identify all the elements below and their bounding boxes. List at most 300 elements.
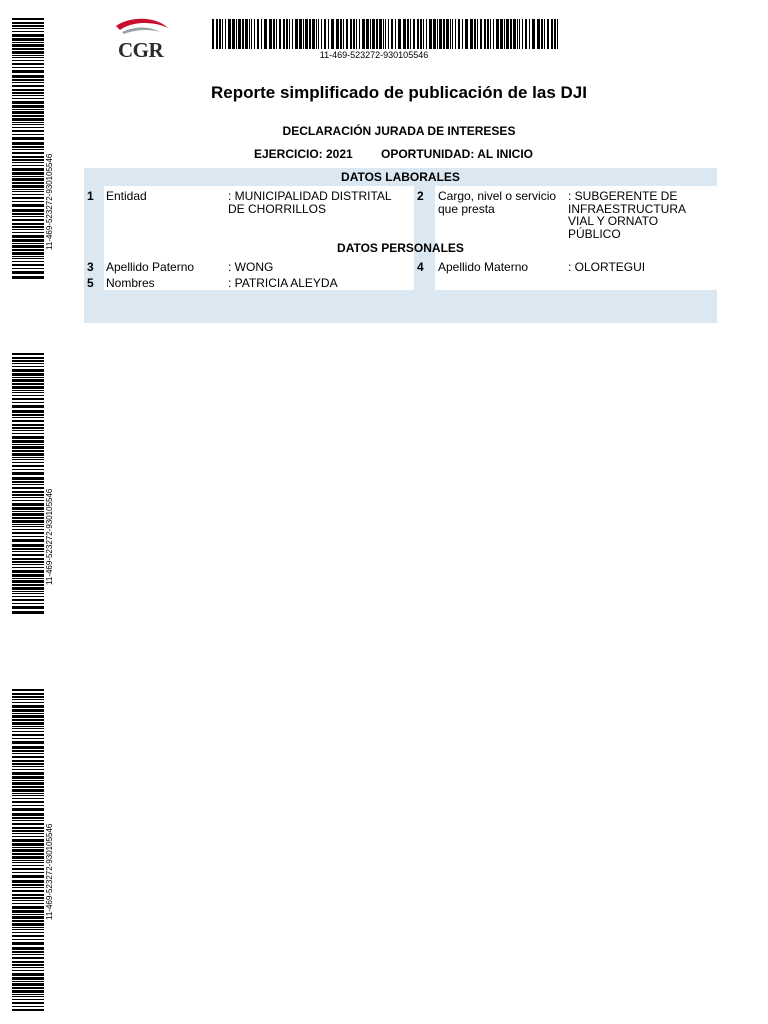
barcode-bar (12, 947, 44, 950)
barcode-bar (420, 19, 422, 49)
barcode-bar (12, 446, 44, 449)
barcode-bar (12, 235, 44, 238)
barcode-bar (12, 923, 44, 926)
barcode-bar (12, 38, 44, 41)
side-barcode-1 (12, 18, 44, 280)
barcode-bar (12, 1002, 44, 1004)
barcode-bar (366, 19, 369, 49)
barcode-bar (12, 987, 44, 989)
barcode-bar (12, 424, 44, 426)
barcode-bar (410, 19, 411, 49)
barcode-bar (12, 847, 44, 848)
barcode-bar (324, 19, 326, 49)
barcode-bar (12, 494, 44, 496)
barcode-bar (359, 19, 360, 49)
barcode-bar (532, 19, 535, 49)
barcode-bar (12, 379, 44, 382)
barcode-bar (12, 444, 44, 445)
barcode-bar (12, 507, 44, 510)
barcode-bar (12, 115, 44, 117)
barcode-bar (12, 862, 44, 863)
side-barcode-code-2: 11-469-523272-930105546 (45, 488, 54, 585)
barcode-bar (336, 19, 339, 49)
barcode-bar (12, 500, 44, 501)
side-barcode-code-3: 11-469-523272-930105546 (45, 823, 54, 920)
barcode-bar (12, 973, 44, 976)
barcode-bar (12, 22, 44, 24)
barcode-bar (12, 954, 44, 955)
barcode-bar (12, 753, 44, 754)
barcode-bar (12, 469, 44, 470)
barcode-bar (303, 19, 304, 49)
barcode-bar (12, 60, 44, 61)
barcode-bar (443, 19, 445, 49)
barcode-bar (269, 19, 272, 49)
barcode-bar (12, 580, 44, 583)
barcode-bar (370, 19, 371, 49)
barcode-bar (12, 353, 44, 355)
barcode-bar (12, 957, 44, 959)
ejercicio-label: EJERCICIO: 2021 (254, 147, 353, 161)
barcode-bar (12, 520, 44, 523)
field-label-apellido-paterno: Apellido Paterno (106, 260, 195, 274)
barcode-bar (12, 999, 44, 1000)
barcode-bar (12, 162, 44, 163)
barcode-bar (12, 798, 44, 799)
barcode-bar (12, 750, 44, 752)
barcode-bar (557, 19, 558, 49)
barcode-bar (517, 19, 518, 49)
barcode-bar (12, 693, 44, 695)
barcode-bar (391, 19, 393, 49)
barcode-bar (12, 894, 44, 896)
barcode-bar (12, 28, 44, 29)
barcode-bar (283, 19, 285, 49)
barcode-bar (12, 596, 44, 597)
barcode-bar (12, 942, 44, 945)
barcode-bar (238, 19, 241, 49)
barcode-bar (12, 584, 44, 586)
barcode-bar (12, 532, 44, 534)
barcode-bar (12, 1006, 44, 1007)
barcode-bar (12, 544, 44, 547)
barcode-bar (395, 19, 396, 49)
barcode-bar (12, 194, 44, 195)
barcode-bar (462, 19, 463, 49)
barcode-bar (12, 574, 44, 577)
barcode-bar (12, 357, 44, 359)
barcode-bar (12, 789, 44, 792)
field-value-apellido-materno: : OLORTEGUI (568, 260, 646, 274)
barcode-bar (12, 109, 44, 110)
barcode-bar (12, 373, 44, 376)
barcode-bar (12, 481, 44, 483)
barcode-bar (12, 567, 44, 568)
barcode-bar (12, 414, 44, 416)
barcode-bar (222, 19, 223, 49)
barcode-bar (12, 417, 44, 418)
barcode-bar (12, 271, 44, 274)
barcode-bar (12, 875, 44, 878)
barcode-bar (12, 970, 44, 971)
barcode-bar (12, 249, 44, 251)
barcode-bar (245, 19, 248, 49)
barcode-bar (12, 853, 44, 855)
barcode-bar (12, 884, 44, 886)
barcode-bar (12, 427, 44, 429)
barcode-bar (519, 19, 520, 49)
barcode-bar (12, 245, 44, 248)
section-header-personales: DATOS PERSONALES (337, 241, 464, 255)
barcode-bar (12, 849, 44, 852)
barcode-bar (12, 63, 44, 65)
barcode-bar (12, 776, 44, 779)
barcode-bar (12, 766, 44, 767)
barcode-bar (12, 243, 44, 244)
barcode-bar (12, 696, 44, 698)
barcode-bar (257, 19, 259, 49)
barcode-bar (12, 981, 44, 982)
barcode-bar (12, 880, 44, 883)
barcode-bar (423, 19, 424, 49)
barcode-bar (242, 19, 244, 49)
barcode-bar (12, 67, 44, 68)
barcode-bar (12, 436, 44, 439)
barcode-bar (225, 19, 226, 49)
barcode-bar (529, 19, 530, 49)
barcode-bar (426, 19, 427, 49)
barcode-bar (407, 19, 409, 49)
barcode-bar (12, 25, 44, 27)
barcode-bar (305, 19, 308, 49)
declaration-table (84, 168, 717, 323)
barcode-bar (12, 264, 44, 266)
barcode-bar (12, 786, 44, 788)
document-subtitle: DECLARACIÓN JURADA DE INTERESES (282, 124, 516, 138)
barcode-bar (312, 19, 315, 49)
barcode-bar (350, 19, 352, 49)
barcode-bar (12, 497, 44, 498)
barcode-bar (12, 722, 44, 725)
barcode-bar (12, 229, 44, 230)
barcode-bar (12, 932, 44, 933)
barcode-bar (12, 213, 44, 215)
barcode-bar (236, 19, 237, 49)
barcode-bar (12, 897, 44, 899)
barcode-bar (12, 513, 44, 516)
barcode-bar (12, 570, 44, 573)
barcode-bar (383, 19, 384, 49)
barcode-bar (547, 19, 549, 49)
barcode-bar (433, 19, 436, 49)
barcode-bar (12, 75, 44, 78)
field-value-cargo: : SUBGERENTE DE INFRAESTRUCTURA VIAL Y ORNATO PÚBLICO (568, 189, 686, 241)
barcode-bar (12, 392, 44, 393)
barcode-bar (12, 79, 44, 81)
barcode-bar (12, 920, 44, 922)
barcode-bar (465, 19, 468, 49)
barcode-bar (12, 782, 44, 785)
barcode-bar (12, 856, 44, 859)
barcode-bar (12, 539, 44, 542)
barcode-bar (12, 890, 44, 892)
barcode-bar (12, 146, 44, 148)
barcode-bar (12, 457, 44, 458)
barcode-bar (12, 204, 44, 207)
barcode-bar (480, 19, 482, 49)
barcode-bar (474, 19, 476, 49)
barcode-bar (12, 420, 44, 422)
barcode-bar (12, 487, 44, 489)
barcode-bar (413, 19, 415, 49)
top-barcode-code: 11-469-523272-930105546 (319, 50, 429, 60)
barcode-bar (12, 551, 44, 552)
barcode-bar (12, 554, 44, 556)
barcode-bar (388, 19, 389, 49)
field-number-4: 4 (417, 260, 424, 274)
barcode-bar (12, 440, 44, 443)
barcode-bar (12, 830, 44, 832)
barcode-bar (12, 548, 44, 550)
barcode-bar (12, 165, 44, 166)
barcode-bar (12, 709, 44, 712)
field-label-nombres: Nombres (106, 276, 155, 290)
barcode-bar (12, 603, 44, 604)
barcode-bar (12, 805, 44, 806)
barcode-bar (12, 430, 44, 431)
barcode-bar (12, 118, 44, 121)
barcode-bar (12, 994, 44, 995)
barcode-bar (12, 402, 44, 403)
barcode-bar (12, 142, 44, 145)
barcode-bar (12, 887, 44, 888)
barcode-bar (541, 19, 543, 49)
side-barcode-2 (12, 353, 44, 615)
barcode-bar (544, 19, 545, 49)
barcode-bar (12, 1009, 44, 1011)
field-number-5: 5 (87, 276, 94, 290)
page-title: Reporte simplificado de publicación de las DJI (211, 83, 587, 102)
field-number-1: 1 (87, 189, 94, 203)
barcode-bar (12, 795, 44, 796)
barcode-bar (340, 19, 342, 49)
barcode-bar (12, 746, 44, 749)
barcode-bar (12, 689, 44, 691)
barcode-bar (12, 726, 44, 727)
barcode-bar (398, 19, 401, 49)
barcode-bar (331, 19, 334, 49)
barcode-bar (12, 927, 44, 928)
barcode-bar (12, 865, 44, 866)
barcode-bar (12, 719, 44, 721)
barcode-bar (12, 42, 44, 43)
barcode-bar (437, 19, 438, 49)
barcode-bar (12, 176, 44, 177)
barcode-bar (12, 756, 44, 758)
barcode-bar (12, 599, 44, 601)
barcode-bar (12, 366, 44, 367)
barcode-bar (343, 19, 344, 49)
barcode-bar (299, 19, 302, 49)
barcode-bar (372, 19, 375, 49)
barcode-bar (254, 19, 255, 49)
barcode-bar (12, 872, 44, 873)
barcode-bar (12, 587, 44, 590)
barcode-bar (12, 713, 44, 714)
barcode-bar (12, 702, 44, 703)
logo-text: CGR (118, 38, 164, 62)
barcode-bar (318, 19, 319, 49)
barcode-bar (379, 19, 382, 49)
barcode-bar (12, 55, 44, 56)
barcode-bar (12, 232, 44, 233)
field-label-entidad: Entidad (106, 189, 147, 203)
barcode-bar (12, 51, 44, 54)
barcode-bar (12, 939, 44, 940)
barcode-bar (12, 578, 44, 579)
barcode-bar (554, 19, 556, 49)
barcode-bar (12, 843, 44, 846)
barcode-bar (12, 31, 44, 32)
barcode-bar (12, 34, 44, 37)
barcode-bar (12, 223, 44, 225)
barcode-bar (292, 19, 293, 49)
barcode-bar (12, 472, 44, 475)
barcode-bar (232, 19, 235, 49)
barcode-bar (12, 524, 44, 525)
barcode-bar (12, 189, 44, 190)
barcode-bar (12, 465, 44, 467)
barcode-bar (12, 967, 44, 968)
barcode-bar (12, 935, 44, 937)
barcode-bar (12, 738, 44, 739)
barcode-bar (12, 772, 44, 775)
barcode-bar (12, 561, 44, 563)
barcode-bar (477, 19, 478, 49)
barcode-bar (12, 477, 44, 480)
barcode-bar (12, 450, 44, 452)
barcode-bar (12, 827, 44, 829)
barcode-bar (12, 741, 44, 744)
barcode-bar (12, 369, 44, 372)
barcode-bar (450, 19, 451, 49)
barcode-bar (12, 152, 44, 154)
barcode-bar (12, 168, 44, 171)
barcode-bar (12, 462, 44, 463)
barcode-bar (12, 258, 44, 259)
barcode-bar (12, 906, 44, 909)
barcode-bar (429, 19, 432, 49)
barcode-bar (12, 503, 44, 506)
barcode-bar (12, 410, 44, 413)
barcode-bar (12, 731, 44, 732)
barcode-bar (12, 459, 44, 460)
barcode-bar (346, 19, 348, 49)
barcode-bar (12, 705, 44, 708)
barcode-bar (261, 19, 262, 49)
barcode-bar (12, 256, 44, 257)
top-barcode (212, 19, 558, 49)
barcode-bar (328, 19, 329, 49)
barcode-bar (12, 780, 44, 781)
barcode-bar (537, 19, 540, 49)
barcode-bar (12, 219, 44, 221)
barcode-bar (12, 860, 44, 861)
barcode-bar (12, 156, 44, 158)
barcode-bar (12, 182, 44, 184)
barcode-bar (212, 19, 214, 49)
barcode-bar (470, 19, 473, 49)
barcode-bar (12, 517, 44, 519)
barcode-bar (12, 564, 44, 565)
barcode-bar (513, 19, 516, 49)
barcode-bar (12, 159, 44, 161)
barcode-bar (12, 261, 44, 262)
barcode-bar (12, 111, 44, 114)
barcode-bar (12, 977, 44, 980)
field-value-nombres: : PATRICIA ALEYDA (228, 276, 338, 290)
barcode-bar (446, 19, 449, 49)
cgr-logo (110, 18, 172, 62)
barcode-bar (264, 19, 267, 49)
barcode-bar (12, 820, 44, 821)
barcode-bar (12, 48, 44, 50)
barcode-bar (551, 19, 553, 49)
field-label-apellido-materno: Apellido Materno (438, 260, 529, 274)
barcode-bar (12, 70, 44, 73)
barcode-bar (273, 19, 275, 49)
barcode-bar (12, 839, 44, 842)
barcode-bar (12, 383, 44, 385)
barcode-bar (12, 951, 44, 953)
barcode-bar (12, 398, 44, 400)
barcode-bar (12, 185, 44, 188)
barcode-bar (321, 19, 322, 49)
barcode-bar (12, 808, 44, 811)
barcode-bar (309, 19, 311, 49)
barcode-bar (12, 405, 44, 408)
barcode-bar (510, 19, 512, 49)
barcode-bar (12, 491, 44, 493)
barcode-bar (12, 536, 44, 537)
barcode-bar (353, 19, 355, 49)
barcode-bar (12, 484, 44, 485)
barcode-bar (12, 390, 44, 391)
barcode-bar (12, 591, 44, 592)
barcode-bar (219, 19, 221, 49)
barcode-bar (12, 276, 44, 279)
barcode-bar (251, 19, 252, 49)
barcode-bar (12, 201, 44, 202)
barcode-bar (12, 900, 44, 901)
barcode-bar (12, 226, 44, 228)
barcode-bar (216, 19, 218, 49)
barcode-bar (522, 19, 523, 49)
barcode-bar (12, 216, 44, 217)
barcode-bar (12, 916, 44, 919)
barcode-bar (376, 19, 378, 49)
barcode-bar (12, 529, 44, 530)
barcode-bar (455, 19, 456, 49)
barcode-bar (228, 19, 231, 49)
barcode-bar (458, 19, 460, 49)
barcode-bar (12, 813, 44, 816)
barcode-bar (12, 558, 44, 560)
barcode-bar (12, 760, 44, 762)
barcode-bar (12, 715, 44, 718)
field-label-cargo: Cargo, nivel o servicio que presta (438, 189, 557, 216)
barcode-bar (12, 836, 44, 837)
